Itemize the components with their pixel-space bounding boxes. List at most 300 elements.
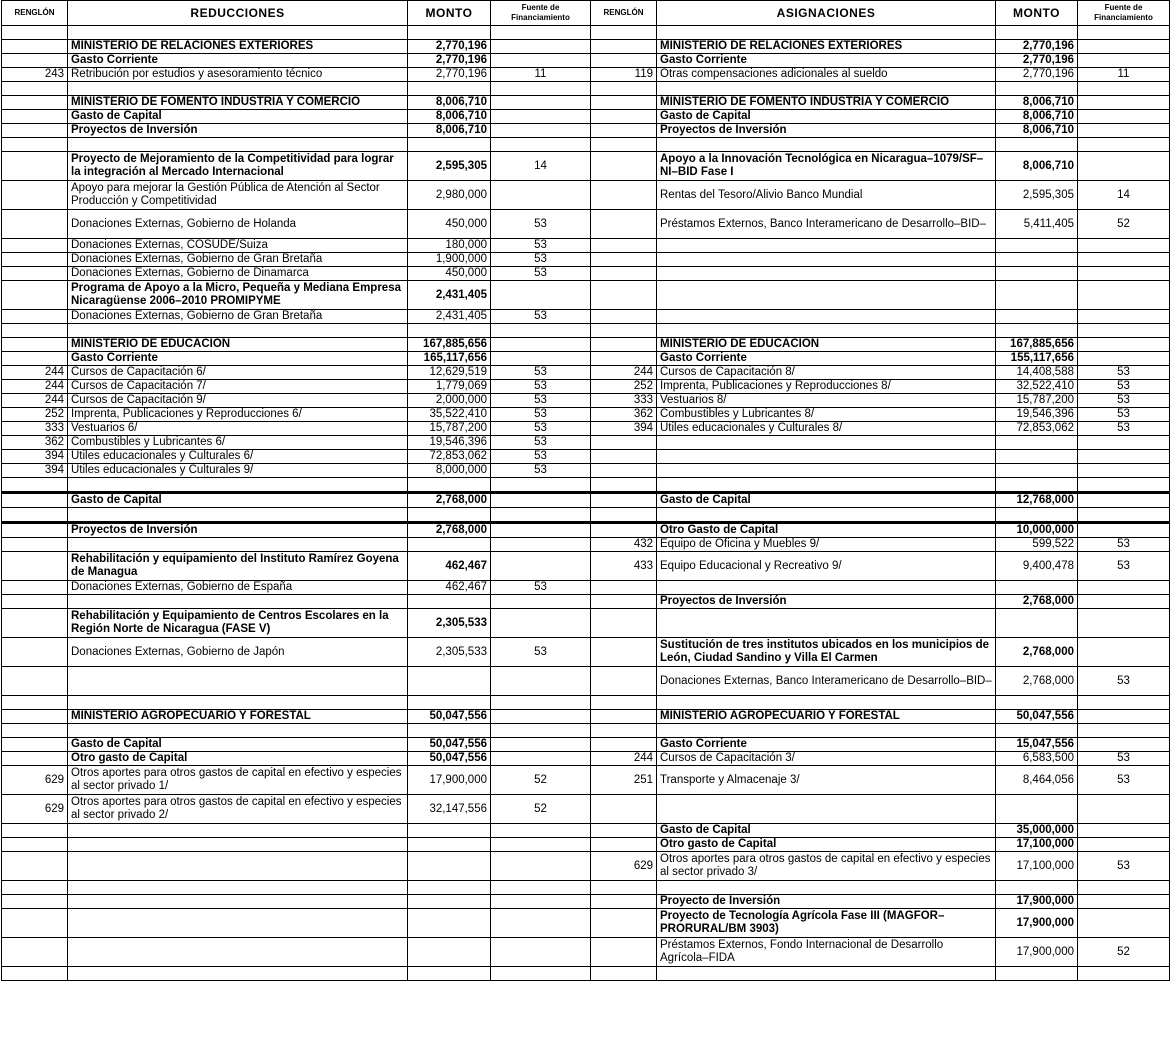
asignacion-description-cell: Otro Gasto de Capital	[657, 523, 996, 538]
table-row	[2, 881, 1170, 895]
reduccion-fuente-cell	[491, 724, 591, 738]
reduccion-description-cell: Retribución por estudios y asesoramiento técnico	[68, 68, 408, 82]
asignacion-monto-cell	[996, 724, 1078, 738]
asignacion-monto-cell	[996, 696, 1078, 710]
reduccion-renglon-cell	[2, 96, 68, 110]
reduccion-renglon-cell	[2, 752, 68, 766]
asignacion-fuente-cell	[1078, 696, 1170, 710]
asignacion-monto-cell: 2,768,000	[996, 595, 1078, 609]
reduccion-monto-cell: 8,006,710	[408, 124, 491, 138]
reduccion-monto-cell: 1,779,069	[408, 380, 491, 394]
asignacion-monto-cell: 17,100,000	[996, 852, 1078, 881]
table-row	[2, 552, 1170, 581]
reduccion-description-cell: Imprenta, Publicaciones y Reproducciones 6/	[68, 408, 408, 422]
table-row	[2, 239, 1170, 253]
reduccion-monto-cell	[408, 909, 491, 938]
reduccion-renglon-cell	[2, 881, 68, 895]
asignacion-description-cell: MINISTERIO DE FOMENTO INDUSTRIA Y COMERCIO	[657, 96, 996, 110]
reduccion-fuente-cell	[491, 881, 591, 895]
asignacion-fuente-cell	[1078, 96, 1170, 110]
asignacion-renglon-cell	[591, 253, 657, 267]
table-row	[2, 696, 1170, 710]
asignacion-description-cell	[657, 967, 996, 981]
asignacion-monto-cell	[996, 138, 1078, 152]
asignacion-renglon-cell	[591, 609, 657, 638]
asignacion-fuente-cell	[1078, 310, 1170, 324]
reduccion-monto-cell: 50,047,556	[408, 752, 491, 766]
reduccion-description-cell: MINISTERIO DE EDUCACIÓN	[68, 338, 408, 352]
reduccion-fuente-cell	[491, 895, 591, 909]
asignacion-description-cell: Sustitución de tres institutos ubicados en los municipios de León, Ciudad Sandino y Villa El Carmen	[657, 638, 996, 667]
asignacion-fuente-cell: 53	[1078, 752, 1170, 766]
reduccion-renglon-cell	[2, 895, 68, 909]
reduccion-renglon-cell	[2, 352, 68, 366]
reduccion-monto-cell	[408, 852, 491, 881]
header-renglon-right: RENGLÓN	[591, 1, 657, 26]
reduccion-monto-cell	[408, 967, 491, 981]
reduccion-fuente-cell	[491, 738, 591, 752]
header-reducciones: REDUCCIONES	[68, 1, 408, 26]
reduccion-renglon-cell	[2, 595, 68, 609]
reduccion-description-cell	[68, 938, 408, 967]
reduccion-renglon-cell	[2, 324, 68, 338]
reduccion-monto-cell: 32,147,556	[408, 795, 491, 824]
table-row	[2, 478, 1170, 493]
asignacion-renglon-cell	[591, 324, 657, 338]
asignacion-monto-cell: 35,000,000	[996, 824, 1078, 838]
asignacion-monto-cell: 72,853,062	[996, 422, 1078, 436]
reduccion-description-cell	[68, 696, 408, 710]
reduccion-renglon-cell	[2, 738, 68, 752]
asignacion-renglon-cell	[591, 638, 657, 667]
reduccion-description-cell	[68, 538, 408, 552]
reduccion-monto-cell	[408, 938, 491, 967]
asignacion-renglon-cell	[591, 824, 657, 838]
reduccion-monto-cell: 2,770,196	[408, 40, 491, 54]
asignacion-fuente-cell	[1078, 450, 1170, 464]
asignacion-renglon-cell	[591, 581, 657, 595]
reduccion-monto-cell: 2,770,196	[408, 54, 491, 68]
reduccion-description-cell: Gasto de Capital	[68, 493, 408, 508]
reduccion-fuente-cell: 53	[491, 310, 591, 324]
asignacion-renglon-cell	[591, 40, 657, 54]
table-row	[2, 493, 1170, 508]
asignacion-fuente-cell	[1078, 281, 1170, 310]
asignacion-renglon-cell: 244	[591, 366, 657, 380]
asignacion-renglon-cell: 432	[591, 538, 657, 552]
asignacion-monto-cell: 2,768,000	[996, 667, 1078, 696]
reduccion-fuente-cell	[491, 281, 591, 310]
asignacion-monto-cell: 15,047,556	[996, 738, 1078, 752]
reduccion-fuente-cell	[491, 110, 591, 124]
asignacion-renglon-cell	[591, 696, 657, 710]
table-row	[2, 152, 1170, 181]
reduccion-fuente-cell: 53	[491, 450, 591, 464]
asignacion-description-cell: Apoyo a la Innovación Tecnológica en Nicaragua–1079/SF–NI–BID Fase I	[657, 152, 996, 181]
asignacion-fuente-cell	[1078, 253, 1170, 267]
table-row	[2, 752, 1170, 766]
reduccion-monto-cell: 8,006,710	[408, 96, 491, 110]
reduccion-renglon-cell: 243	[2, 68, 68, 82]
table-row	[2, 450, 1170, 464]
table-row	[2, 895, 1170, 909]
asignacion-renglon-cell	[591, 338, 657, 352]
reduccion-fuente-cell	[491, 124, 591, 138]
reduccion-fuente-cell: 53	[491, 239, 591, 253]
asignacion-fuente-cell	[1078, 54, 1170, 68]
asignacion-renglon-cell: 362	[591, 408, 657, 422]
reduccion-description-cell	[68, 895, 408, 909]
asignacion-renglon-cell	[591, 710, 657, 724]
asignacion-renglon-cell	[591, 795, 657, 824]
reduccion-fuente-cell	[491, 595, 591, 609]
asignacion-renglon-cell	[591, 138, 657, 152]
reduccion-description-cell: Donaciones Externas, Gobierno de Dinamarca	[68, 267, 408, 281]
reduccion-renglon-cell	[2, 852, 68, 881]
reduccion-renglon-cell	[2, 523, 68, 538]
reduccion-monto-cell	[408, 324, 491, 338]
asignacion-renglon-cell: 251	[591, 766, 657, 795]
asignacion-fuente-cell: 53	[1078, 538, 1170, 552]
asignacion-monto-cell: 19,546,396	[996, 408, 1078, 422]
asignacion-fuente-cell	[1078, 436, 1170, 450]
asignacion-monto-cell: 599,522	[996, 538, 1078, 552]
table-row	[2, 595, 1170, 609]
asignacion-description-cell	[657, 82, 996, 96]
reduccion-monto-cell: 50,047,556	[408, 710, 491, 724]
reduccion-renglon-cell	[2, 824, 68, 838]
reduccion-fuente-cell: 11	[491, 68, 591, 82]
reduccion-description-cell	[68, 852, 408, 881]
table-row	[2, 766, 1170, 795]
reduccion-description-cell	[68, 724, 408, 738]
asignacion-fuente-cell	[1078, 738, 1170, 752]
asignacion-description-cell	[657, 609, 996, 638]
reduccion-fuente-cell: 53	[491, 464, 591, 478]
asignacion-monto-cell: 2,770,196	[996, 40, 1078, 54]
asignacion-fuente-cell	[1078, 267, 1170, 281]
asignacion-renglon-cell	[591, 493, 657, 508]
reduccion-monto-cell: 2,980,000	[408, 181, 491, 210]
asignacion-monto-cell	[996, 581, 1078, 595]
reduccion-description-cell: Combustibles y Lubricantes 6/	[68, 436, 408, 450]
table-row	[2, 267, 1170, 281]
asignacion-fuente-cell	[1078, 239, 1170, 253]
reduccion-fuente-cell	[491, 324, 591, 338]
asignacion-renglon-cell	[591, 478, 657, 493]
reduccion-renglon-cell	[2, 152, 68, 181]
reduccion-renglon-cell	[2, 253, 68, 267]
asignacion-description-cell	[657, 324, 996, 338]
table-row	[2, 938, 1170, 967]
asignacion-description-cell	[657, 795, 996, 824]
reduccion-renglon-cell: 244	[2, 394, 68, 408]
reduccion-description-cell: Útiles educacionales y Culturales 9/	[68, 464, 408, 478]
asignacion-description-cell: Proyecto de Tecnología Agrícola Fase III (MAGFOR–PRORURAL/BM 3903)	[657, 909, 996, 938]
reduccion-fuente-cell	[491, 838, 591, 852]
asignacion-renglon-cell	[591, 909, 657, 938]
budget-table	[1, 0, 1170, 981]
reduccion-description-cell: Donaciones Externas, Gobierno de Gran Bretaña	[68, 253, 408, 267]
asignacion-description-cell: Gasto de Capital	[657, 824, 996, 838]
asignacion-monto-cell	[996, 82, 1078, 96]
asignacion-fuente-cell	[1078, 124, 1170, 138]
reduccion-monto-cell: 2,431,405	[408, 281, 491, 310]
reduccion-monto-cell	[408, 696, 491, 710]
asignacion-renglon-cell	[591, 508, 657, 523]
header-fuente-right: Fuente de Financiamiento	[1078, 1, 1170, 26]
table-row	[2, 338, 1170, 352]
reduccion-description-cell	[68, 967, 408, 981]
asignacion-renglon-cell	[591, 239, 657, 253]
reduccion-renglon-cell: 629	[2, 766, 68, 795]
reduccion-monto-cell	[408, 595, 491, 609]
reduccion-monto-cell	[408, 667, 491, 696]
reduccion-fuente-cell: 53	[491, 581, 591, 595]
reduccion-description-cell: Gasto de Capital	[68, 738, 408, 752]
asignacion-monto-cell: 17,900,000	[996, 938, 1078, 967]
reduccion-description-cell	[68, 881, 408, 895]
table-row	[2, 181, 1170, 210]
table-row	[2, 408, 1170, 422]
reduccion-renglon-cell: 629	[2, 795, 68, 824]
reduccion-monto-cell: 12,629,519	[408, 366, 491, 380]
asignacion-fuente-cell	[1078, 352, 1170, 366]
table-row	[2, 508, 1170, 523]
reduccion-monto-cell: 462,467	[408, 581, 491, 595]
asignacion-renglon-cell	[591, 436, 657, 450]
asignacion-monto-cell	[996, 478, 1078, 493]
asignacion-fuente-cell	[1078, 110, 1170, 124]
reduccion-renglon-cell	[2, 26, 68, 40]
reduccion-monto-cell: 462,467	[408, 552, 491, 581]
reduccion-fuente-cell	[491, 54, 591, 68]
asignacion-fuente-cell: 14	[1078, 181, 1170, 210]
reduccion-fuente-cell: 53	[491, 253, 591, 267]
reduccion-renglon-cell: 252	[2, 408, 68, 422]
asignacion-description-cell: Cursos de Capacitación 3/	[657, 752, 996, 766]
reduccion-monto-cell: 2,595,305	[408, 152, 491, 181]
reduccion-fuente-cell	[491, 667, 591, 696]
reduccion-renglon-cell	[2, 239, 68, 253]
asignacion-description-cell	[657, 696, 996, 710]
reduccion-fuente-cell	[491, 710, 591, 724]
asignacion-fuente-cell	[1078, 724, 1170, 738]
table-row	[2, 380, 1170, 394]
table-row	[2, 366, 1170, 380]
reduccion-fuente-cell	[491, 26, 591, 40]
reduccion-fuente-cell: 52	[491, 795, 591, 824]
reduccion-renglon-cell	[2, 938, 68, 967]
asignacion-monto-cell	[996, 436, 1078, 450]
asignacion-fuente-cell: 53	[1078, 380, 1170, 394]
asignacion-monto-cell: 8,006,710	[996, 96, 1078, 110]
reduccion-description-cell: Cursos de Capacitación 6/	[68, 366, 408, 380]
asignacion-fuente-cell: 53	[1078, 552, 1170, 581]
reduccion-description-cell: Gasto Corriente	[68, 54, 408, 68]
asignacion-renglon-cell	[591, 124, 657, 138]
table-row	[2, 538, 1170, 552]
asignacion-renglon-cell	[591, 352, 657, 366]
asignacion-fuente-cell: 11	[1078, 68, 1170, 82]
asignacion-fuente-cell	[1078, 493, 1170, 508]
reduccion-description-cell: Donaciones Externas, Gobierno de Gran Bretaña	[68, 310, 408, 324]
reduccion-fuente-cell	[491, 523, 591, 538]
reduccion-monto-cell: 19,546,396	[408, 436, 491, 450]
reduccion-description-cell	[68, 478, 408, 493]
asignacion-monto-cell: 10,000,000	[996, 523, 1078, 538]
asignacion-description-cell	[657, 881, 996, 895]
asignacion-renglon-cell	[591, 181, 657, 210]
asignacion-renglon-cell	[591, 96, 657, 110]
table-row	[2, 124, 1170, 138]
reduccion-monto-cell	[408, 478, 491, 493]
table-row	[2, 909, 1170, 938]
table-row	[2, 68, 1170, 82]
reduccion-fuente-cell	[491, 609, 591, 638]
reduccion-renglon-cell: 394	[2, 450, 68, 464]
asignacion-fuente-cell	[1078, 895, 1170, 909]
asignacion-fuente-cell: 53	[1078, 667, 1170, 696]
asignacion-fuente-cell	[1078, 838, 1170, 852]
asignacion-fuente-cell	[1078, 523, 1170, 538]
reduccion-fuente-cell: 53	[491, 380, 591, 394]
reduccion-monto-cell: 2,768,000	[408, 493, 491, 508]
asignacion-description-cell: Proyecto de Inversión	[657, 895, 996, 909]
table-row	[2, 96, 1170, 110]
table-row	[2, 253, 1170, 267]
reduccion-renglon-cell	[2, 124, 68, 138]
asignacion-monto-cell: 8,464,056	[996, 766, 1078, 795]
asignacion-description-cell	[657, 464, 996, 478]
asignacion-description-cell: MINISTERIO DE EDUCACIÓN	[657, 338, 996, 352]
asignacion-monto-cell: 17,100,000	[996, 838, 1078, 852]
table-row	[2, 464, 1170, 478]
reduccion-fuente-cell	[491, 967, 591, 981]
table-row	[2, 710, 1170, 724]
asignacion-description-cell: Préstamos Externos, Fondo Internacional de Desarrollo Agrícola–FIDA	[657, 938, 996, 967]
reduccion-fuente-cell: 53	[491, 436, 591, 450]
asignacion-monto-cell	[996, 967, 1078, 981]
asignacion-description-cell: Otros aportes para otros gastos de capital en efectivo y especies al sector privado 3/	[657, 852, 996, 881]
reduccion-description-cell: Cursos de Capacitación 7/	[68, 380, 408, 394]
asignacion-monto-cell	[996, 609, 1078, 638]
reduccion-fuente-cell	[491, 40, 591, 54]
reduccion-description-cell: Rehabilitación y equipamiento del Instituto Ramírez Goyena de Managua	[68, 552, 408, 581]
asignacion-monto-cell	[996, 881, 1078, 895]
reduccion-description-cell: MINISTERIO AGROPECUARIO Y FORESTAL	[68, 710, 408, 724]
reduccion-fuente-cell: 53	[491, 394, 591, 408]
table-row	[2, 210, 1170, 239]
asignacion-monto-cell	[996, 324, 1078, 338]
asignacion-description-cell: Combustibles y Lubricantes 8/	[657, 408, 996, 422]
asignacion-renglon-cell: 244	[591, 752, 657, 766]
asignacion-description-cell	[657, 436, 996, 450]
asignacion-renglon-cell	[591, 152, 657, 181]
asignacion-description-cell: MINISTERIO DE RELACIONES EXTERIORES	[657, 40, 996, 54]
reduccion-renglon-cell	[2, 508, 68, 523]
reduccion-renglon-cell: 333	[2, 422, 68, 436]
reduccion-monto-cell: 17,900,000	[408, 766, 491, 795]
asignacion-description-cell: Útiles educacionales y Culturales 8/	[657, 422, 996, 436]
reduccion-description-cell: Programa de Apoyo a la Micro, Pequeña y Mediana Empresa Nicaragüense 2006–2010 PROMIPYME	[68, 281, 408, 310]
asignacion-description-cell	[657, 281, 996, 310]
reduccion-fuente-cell: 52	[491, 766, 591, 795]
reduccion-description-cell	[68, 824, 408, 838]
reduccion-fuente-cell	[491, 538, 591, 552]
asignacion-fuente-cell: 53	[1078, 766, 1170, 795]
asignacion-renglon-cell	[591, 838, 657, 852]
asignacion-renglon-cell	[591, 724, 657, 738]
asignacion-description-cell: Gasto de Capital	[657, 110, 996, 124]
reduccion-monto-cell: 2,305,533	[408, 638, 491, 667]
reduccion-description-cell: Otros aportes para otros gastos de capital en efectivo y especies al sector privado 2/	[68, 795, 408, 824]
reduccion-renglon-cell	[2, 281, 68, 310]
asignacion-description-cell	[657, 724, 996, 738]
asignacion-monto-cell: 5,411,405	[996, 210, 1078, 239]
asignacion-fuente-cell: 53	[1078, 366, 1170, 380]
asignacion-fuente-cell: 53	[1078, 394, 1170, 408]
reduccion-description-cell	[68, 508, 408, 523]
asignacion-renglon-cell	[591, 595, 657, 609]
asignacion-fuente-cell	[1078, 881, 1170, 895]
asignacion-description-cell: Equipo de Oficina y Muebles 9/	[657, 538, 996, 552]
reduccion-fuente-cell: 53	[491, 267, 591, 281]
reduccion-renglon-cell	[2, 110, 68, 124]
asignacion-fuente-cell	[1078, 824, 1170, 838]
asignacion-monto-cell: 6,583,500	[996, 752, 1078, 766]
asignacion-monto-cell	[996, 267, 1078, 281]
reduccion-description-cell: Proyectos de Inversión	[68, 523, 408, 538]
asignacion-monto-cell: 167,885,656	[996, 338, 1078, 352]
reduccion-monto-cell: 8,006,710	[408, 110, 491, 124]
header-renglon-left: RENGLÓN	[2, 1, 68, 26]
reduccion-renglon-cell	[2, 310, 68, 324]
asignacion-renglon-cell	[591, 450, 657, 464]
asignacion-description-cell: Otras compensaciones adicionales al sueldo	[657, 68, 996, 82]
table-row	[2, 838, 1170, 852]
asignacion-monto-cell: 8,006,710	[996, 124, 1078, 138]
asignacion-renglon-cell	[591, 82, 657, 96]
reduccion-renglon-cell: 244	[2, 380, 68, 394]
reduccion-monto-cell	[408, 895, 491, 909]
reduccion-description-cell: Donaciones Externas, Gobierno de España	[68, 581, 408, 595]
reduccion-monto-cell: 2,000,000	[408, 394, 491, 408]
reduccion-monto-cell: 35,522,410	[408, 408, 491, 422]
asignacion-monto-cell	[996, 795, 1078, 824]
header-row	[2, 1, 1170, 26]
asignacion-description-cell: Proyectos de Inversión	[657, 595, 996, 609]
reduccion-renglon-cell	[2, 138, 68, 152]
asignacion-monto-cell: 32,522,410	[996, 380, 1078, 394]
reduccion-description-cell: MINISTERIO DE FOMENTO INDUSTRIA Y COMERCIO	[68, 96, 408, 110]
reduccion-monto-cell: 2,768,000	[408, 523, 491, 538]
table-row	[2, 581, 1170, 595]
asignacion-description-cell: Proyectos de Inversión	[657, 124, 996, 138]
asignacion-renglon-cell: 433	[591, 552, 657, 581]
reduccion-monto-cell: 1,900,000	[408, 253, 491, 267]
asignacion-fuente-cell	[1078, 82, 1170, 96]
table-row	[2, 852, 1170, 881]
table-row	[2, 26, 1170, 40]
asignacion-monto-cell: 2,595,305	[996, 181, 1078, 210]
asignacion-monto-cell: 2,770,196	[996, 54, 1078, 68]
reduccion-monto-cell: 50,047,556	[408, 738, 491, 752]
reduccion-fuente-cell	[491, 181, 591, 210]
header-monto-left: MONTO	[408, 1, 491, 26]
asignacion-renglon-cell	[591, 210, 657, 239]
table-row	[2, 82, 1170, 96]
